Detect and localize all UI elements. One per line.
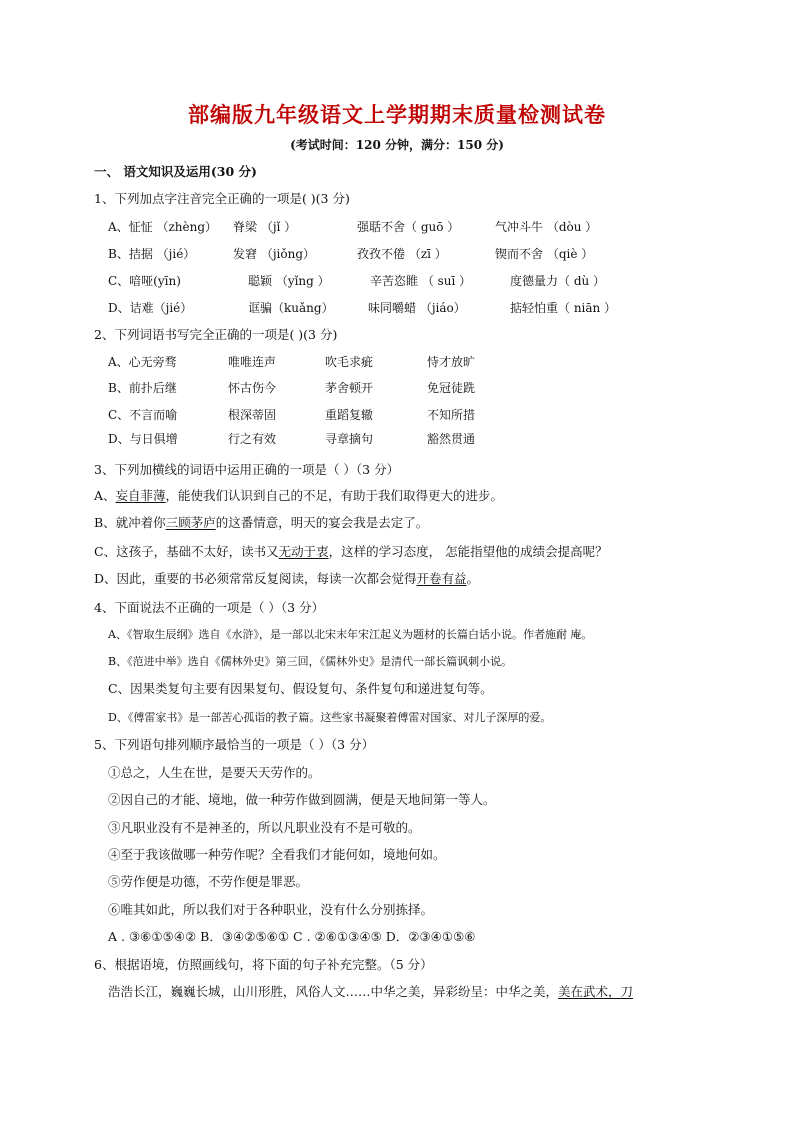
q2-option-b-4: 免冠徒跣 <box>427 381 476 395</box>
q2-option-c-2: 根深蒂固 <box>228 408 277 422</box>
q1-option-c-3: 辛苦恣睢 （ suī ） <box>370 274 472 288</box>
q5-sentence-4: ④至于我该做哪一种劳作呢？全看我们才能何如，境地何如。 <box>108 847 446 862</box>
q4-option-c: C、因果类复句主要有因果复句、假设复句、条件复句和递进复句等。 <box>108 681 493 696</box>
q1-option-a-3: 强聒不舍（ guō ） <box>357 220 460 234</box>
q3-c-suffix: ，这样的学习态度， 怎能指望他的成绩会提高呢？ <box>328 544 608 559</box>
q5-choices: A . ③⑥①⑤④② B．③④②⑤⑥① C . ②⑥①③④⑤ D．②③④①⑤⑥ <box>108 929 476 944</box>
q1-option-b-4: 锲而不舍 （qiè ） <box>495 247 594 261</box>
question-6-stem: 6、根据语境，仿照画线句，将下面的句子补充完整。（5 分） <box>94 957 433 972</box>
q1-option-d-3: 味同嚼蜡 （jiáo） <box>368 301 466 315</box>
q1-option-a-2: 脊梁 （jǐ ） <box>233 220 297 234</box>
q1-option-a-4: 气冲斗牛 （dòu ） <box>495 220 598 234</box>
q2-option-d-3: 寻章摘句 <box>325 432 374 446</box>
q1-option-c-2: 聪颖 （yǐng ） <box>248 274 330 288</box>
q3-b-underlined: 三顾茅庐 <box>165 515 216 530</box>
q3-c-underlined: 无动于衷 <box>278 544 329 559</box>
q3-c-prefix: C、这孩子，基础不太好，读书又 <box>94 544 279 559</box>
question-1-stem: 1、下列加点字注音完全正确的一项是( )(3 分) <box>94 191 350 206</box>
q4-option-b: B、《范进中举》选自《儒林外史》第三回，《儒林外史》是清代一部长篇讽刺小说。 <box>108 655 513 668</box>
q2-option-b-3: 茅舍顿开 <box>325 381 374 395</box>
q2-option-a-1: A、心无旁骛 <box>108 355 177 369</box>
q1-option-c-4: 度德量力（ dù ） <box>510 274 606 288</box>
q2-option-d-4: 豁然贯通 <box>427 432 476 446</box>
q1-option-b-3: 孜孜不倦 （zī ） <box>357 247 447 261</box>
q1-option-c-1: C、喑哑(yīn) <box>108 274 181 288</box>
q1-option-d-1: D、诘难（jié） <box>108 301 193 315</box>
exam-info: (考试时间：120 分钟，满分：150 分) <box>290 138 504 152</box>
q2-option-b-2: 怀古伤今 <box>228 381 277 395</box>
q5-sentence-6: ⑥唯其如此，所以我们对于各种职业，没有什么分别拣择。 <box>108 902 434 917</box>
q1-option-a-1: A、怔怔 （zhèng） <box>108 220 218 234</box>
q2-option-b-1: B、前扑后继 <box>108 381 177 395</box>
q5-sentence-2: ②因自己的才能、境地，做一种劳作做到圆满，便是天地间第一等人。 <box>108 792 496 807</box>
q3-option-d <box>94 571 479 587</box>
q6-context <box>108 984 633 1000</box>
q3-option-c <box>94 544 608 560</box>
section-heading: 一、 语文知识及运用(30 分) <box>94 164 257 179</box>
q5-sentence-3: ③凡职业没有不是神圣的，所以凡职业没有不是可敬的。 <box>108 820 421 835</box>
q2-option-d-2: 行之有效 <box>228 432 277 446</box>
q2-option-c-3: 重蹈复辙 <box>325 408 374 422</box>
q1-option-b-2: 发窘 （jiǒng） <box>233 247 316 261</box>
q2-option-d-1: D、与日俱增 <box>108 432 178 446</box>
q3-a-underlined: 妄自菲薄 <box>115 488 166 503</box>
q1-option-d-4: 掂轻怕重（ niān ） <box>510 301 617 315</box>
q3-a-suffix: ，能使我们认识到自己的不足，有助于我们取得更大的进步。 <box>165 488 504 503</box>
q3-option-b <box>94 515 428 531</box>
q1-option-b-1: B、拮据 （jié） <box>108 247 196 261</box>
q6-underlined-text: 美在武术，刀 <box>558 984 634 999</box>
q3-d-prefix: D、因此，重要的书必须常常反复阅读，每读一次都会觉得 <box>94 571 417 586</box>
question-4-stem: 4、下面说法不正确的一项是（ ）（3 分） <box>94 600 325 615</box>
page-title: 部编版九年级语文上学期期末质量检测试卷 <box>188 102 606 127</box>
question-3-stem: 3、下列加横线的词语中运用正确的一项是（ ）（3 分） <box>94 462 400 477</box>
q1-option-d-2: 诓骗（kuǎng） <box>248 301 334 315</box>
question-5-stem: 5、下列语句排列顺序最恰当的一项是（ ）（3 分） <box>94 737 375 752</box>
q2-option-a-3: 吹毛求疵 <box>325 355 374 369</box>
q4-option-d: D、《傅雷家书》是一部苦心孤诣的教子篇。这些家书凝聚着傅雷对国家、对儿子深厚的爱。 <box>108 711 552 724</box>
question-2-stem: 2、下列词语书写完全正确的一项是( )(3 分) <box>94 327 338 342</box>
q4-option-a: A、《智取生辰纲》选自《水浒》，是一部以北宋末年宋江起义为题材的长篇白话小说。作者施耐 庵。 <box>108 628 593 641</box>
q3-option-a <box>94 488 503 504</box>
q6-context-text: 浩浩长江，巍巍长城，山川形胜，风俗人文……中华之美，异彩纷呈：中华之美， <box>108 984 559 999</box>
q3-b-suffix: 的这番情意，明天的宴会我是去定了。 <box>215 515 429 530</box>
q5-sentence-1: ①总之，人生在世，是要天天劳作的。 <box>108 765 321 780</box>
q3-d-underlined: 开卷有益 <box>416 571 467 586</box>
q2-option-a-4: 恃才放旷 <box>427 355 476 369</box>
q5-sentence-5: ⑤劳作便是功德，不劳作便是罪恶。 <box>108 874 309 889</box>
q3-d-suffix: 。 <box>466 571 480 586</box>
q3-a-prefix: A、 <box>94 488 116 503</box>
q3-b-prefix: B、就冲着你 <box>94 515 166 530</box>
q2-option-a-2: 唯唯连声 <box>228 355 277 369</box>
q2-option-c-4: 不知所措 <box>427 408 476 422</box>
q2-option-c-1: C、不言而喻 <box>108 408 178 422</box>
